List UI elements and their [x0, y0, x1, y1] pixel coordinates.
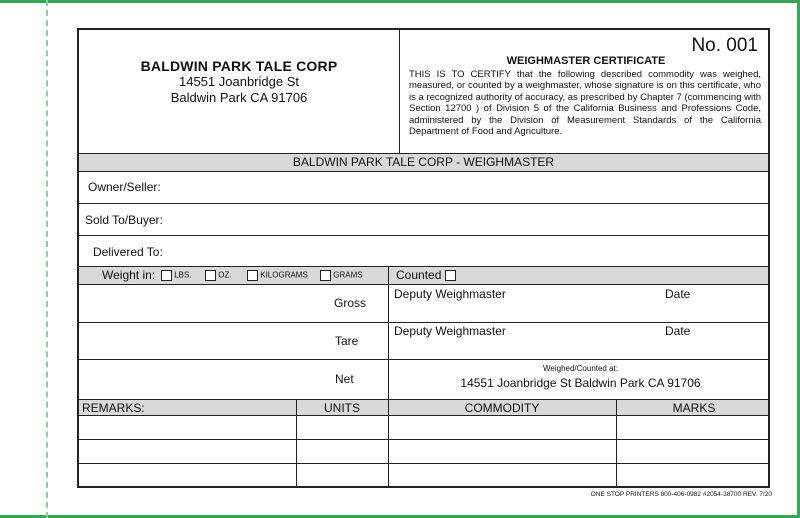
weighmaster-form [77, 28, 770, 488]
certificate-title: WEIGHMASTER CERTIFICATE [506, 55, 666, 67]
divider [79, 203, 768, 204]
unit-oz [205, 270, 232, 281]
counted-option [396, 268, 456, 282]
banner [79, 153, 768, 172]
company-name: BALDWIN PARK TALE CORP [140, 58, 338, 74]
lbs-checkbox[interactable] [161, 270, 172, 281]
grams-checkbox[interactable] [320, 270, 331, 281]
sold-to-buyer-label: Sold To/Buyer: [85, 213, 163, 227]
printer-footer: ONE STOP PRINTERS 800-406-0982 #2054-38700 REV. 7/20 [590, 491, 772, 498]
delivered-to-label: Delivered To: [93, 245, 163, 259]
tare-deputy-label: Deputy Weighmaster [394, 324, 506, 338]
perforation-line [46, 0, 48, 518]
gross-deputy-label: Deputy Weighmaster [394, 287, 506, 301]
table-row [79, 463, 768, 464]
unit-lbs [161, 270, 192, 281]
divider [388, 399, 389, 488]
divider [79, 359, 768, 360]
tare-label: Tare [335, 334, 359, 348]
owner-seller-label: Owner/Seller: [88, 180, 161, 194]
units-header: UNITS [324, 401, 360, 415]
table-header [79, 399, 768, 416]
lbs-label: LBS. [174, 270, 192, 280]
table-row [79, 439, 768, 440]
oz-label: OZ. [218, 270, 232, 280]
divider [79, 235, 768, 236]
company-block [79, 58, 399, 106]
tare-date-label: Date [665, 324, 691, 338]
unit-grams [320, 270, 363, 281]
oz-checkbox[interactable] [205, 270, 216, 281]
net-label: Net [335, 372, 354, 386]
header-divider [399, 30, 400, 153]
certificate-number: No. 001 [691, 35, 758, 56]
divider [616, 399, 617, 488]
marks-header: MARKS [672, 401, 716, 415]
remarks-header: REMARKS: [82, 401, 145, 415]
commodity-header: COMMODITY [464, 401, 540, 415]
gross-date-label: Date [665, 287, 691, 301]
banner-text: BALDWIN PARK TALE CORP - WEIGHMASTER [292, 155, 555, 169]
gross-label: Gross [334, 296, 367, 310]
weighed-at-label: Weighed/Counted at: [542, 364, 618, 373]
kilograms-label: KILOGRAMS [260, 270, 308, 280]
weighed-at-address: 14551 Joanbridge St Baldwin Park CA 91706 [460, 376, 701, 390]
divider [79, 322, 768, 323]
grams-label: GRAMS [333, 270, 363, 280]
weight-row [79, 266, 768, 285]
weight-in-label: Weight in: [102, 268, 156, 282]
company-address-line1: 14551 Joanbridge St [179, 74, 299, 89]
kilograms-checkbox[interactable] [247, 270, 258, 281]
certificate-text: THIS IS TO CERTIFY that the following described commodity was weighed, measured, or counted by a weighmaster, whose signature is on this certificate, who is a recognized authority of accuracy, as prescribed by Chapter 7 (commencing with Section 12700 ) of Division 5 of the California Business and Professions Code, administered by the Division of Measurement Standards of the California Department of Food and Agriculture. [409, 69, 762, 138]
counted-label: Counted [396, 268, 442, 282]
unit-kilograms [247, 270, 308, 281]
counted-checkbox[interactable] [445, 270, 456, 281]
divider [296, 399, 297, 488]
company-address-line2: Baldwin Park CA 91706 [170, 90, 308, 105]
